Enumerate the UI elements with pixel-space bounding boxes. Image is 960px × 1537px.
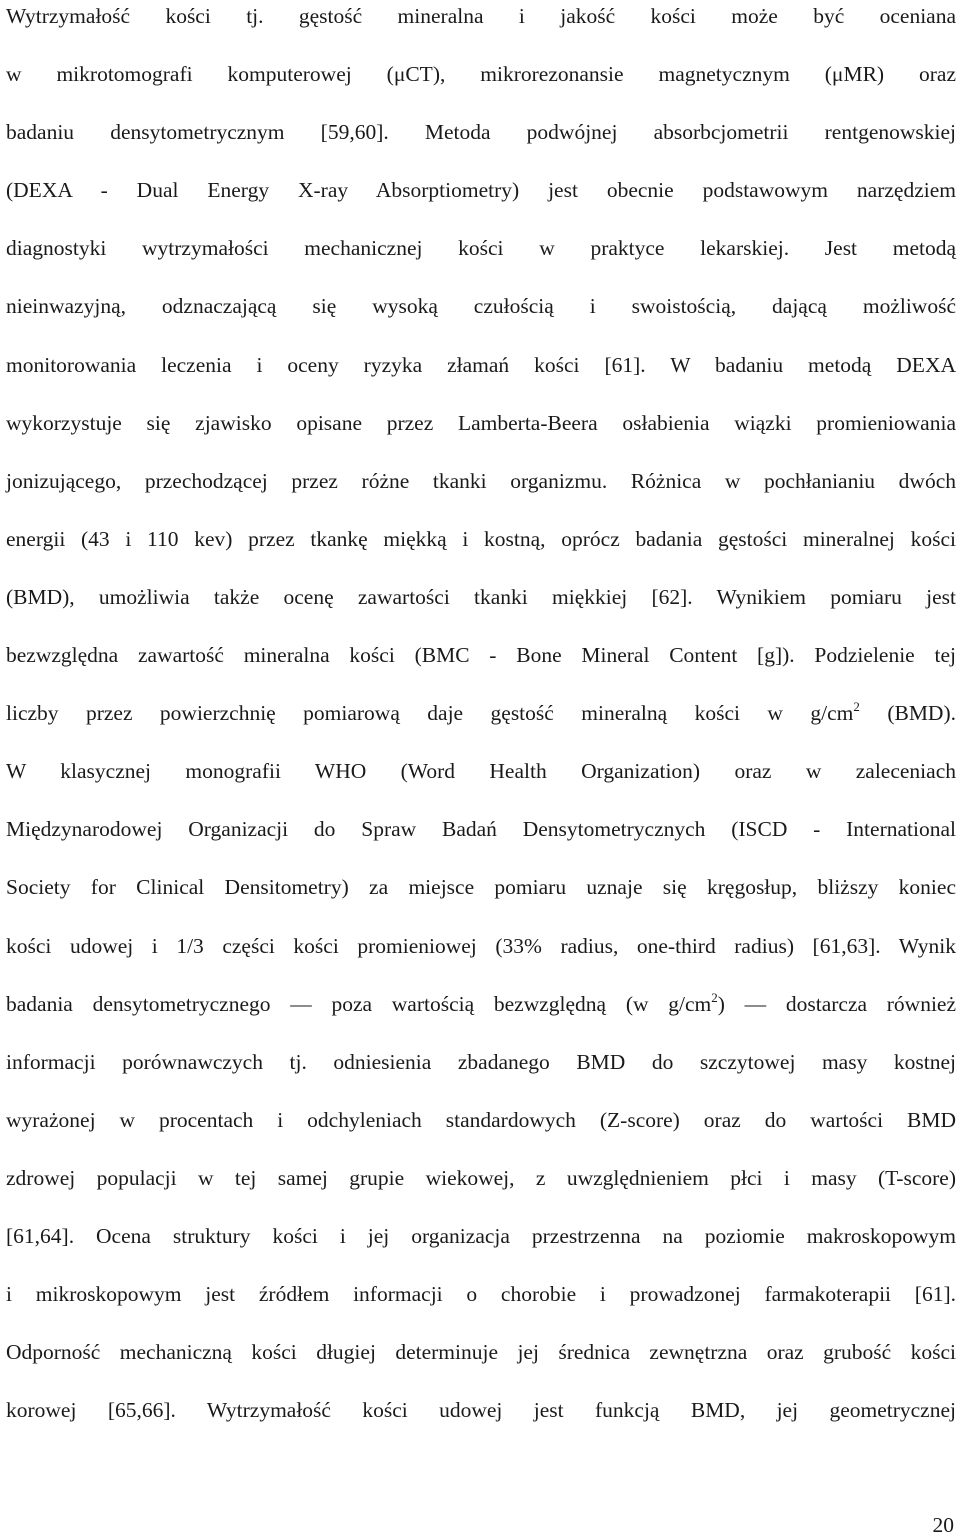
text-line: jonizującego, przechodzącej przez różne tkanki organizmu. Różnica w pochłanianiu dwóch: [6, 468, 956, 493]
text-segment: liczby przez powierzchnię pomiarową daje gęstość mineralną kości w g/cm: [6, 701, 854, 726]
text-line: i mikroskopowym jest źródłem informacji o chorobie i prowadzonej farmakoterapii [61].: [6, 1282, 956, 1307]
text-line: diagnostyki wytrzymałości mechanicznej kości w praktyce lekarskiej. Jest metodą: [6, 236, 956, 261]
text-line: korowej [65,66]. Wytrzymałość kości udowej jest funkcją BMD, jej geometrycznej: [6, 1398, 956, 1423]
text-line: Society for Clinical Densitometry) za miejsce pomiaru uznaje się kręgosłup, bliższy koniec: [6, 875, 956, 900]
text-segment: badania densytometrycznego — poza wartością bezwzględną (w g/cm: [6, 991, 712, 1016]
text-line: [61,64]. Ocena struktury kości i jej organizacja przestrzenna na poziomie makroskopowym: [6, 1223, 956, 1248]
text-line: badaniu densytometrycznym [59,60]. Metoda podwójnej absorbcjometrii rentgenowskiej: [6, 120, 956, 145]
text-line: Międzynarodowej Organizacji do Spraw Badań Densytometrycznych (ISCD - International: [6, 817, 956, 842]
text-line: w mikrotomografi komputerowej (μCT), mikrorezonansie magnetycznym (μMR) oraz: [6, 62, 956, 87]
text-line: kości udowej i 1/3 części kości promieniowej (33% radius, one-third radius) [61,63]. Wynik: [6, 933, 956, 958]
body-paragraph: [6, 0, 956, 1455]
superscript: 2: [711, 989, 718, 1005]
text-segment: (BMD).: [859, 701, 956, 726]
text-line: Odporność mechaniczną kości długiej determinuje jej średnica zewnętrzna oraz grubość kości: [6, 1340, 956, 1365]
text-line: zdrowej populacji w tej samej grupie wiekowej, z uwzględnieniem płci i masy (T-score): [6, 1165, 956, 1190]
text-segment: ) — dostarcza również: [717, 991, 956, 1016]
text-line: wyrażonej w procentach i odchyleniach standardowych (Z-score) oraz do wartości BMD: [6, 1107, 956, 1132]
text-line: nieinwazyjną, odznaczającą się wysoką czułością i swoistością, dającą możliwość: [6, 294, 956, 319]
text-line: monitorowania leczenia i oceny ryzyka złamań kości [61]. W badaniu metodą DEXA: [6, 352, 956, 377]
text-line: informacji porównawczych tj. odniesienia zbadanego BMD do szczytowej masy kostnej: [6, 1049, 956, 1074]
text-line-with-superscript: [6, 991, 956, 1049]
text-line: energii (43 i 110 kev) przez tkankę miękką i kostną, oprócz badania gęstości mineralnej kości: [6, 526, 956, 551]
page-number: 20: [932, 1513, 954, 1537]
text-line-with-superscript: [6, 700, 956, 758]
text-line: Wytrzymałość kości tj. gęstość mineralna i jakość kości może być oceniana: [6, 4, 956, 28]
text-line: bezwzględna zawartość mineralna kości (BMC - Bone Mineral Content [g]). Podzielenie tej: [6, 643, 956, 668]
superscript: 2: [853, 699, 860, 715]
text-line: W klasycznej monografii WHO (Word Health Organization) oraz w zaleceniach: [6, 759, 956, 784]
text-line: wykorzystuje się zjawisko opisane przez Lamberta-Beera osłabienia wiązki promieniowania: [6, 410, 956, 435]
text-line: (BMD), umożliwia także ocenę zawartości tkanki miękkiej [62]. Wynikiem pomiaru jest: [6, 584, 956, 609]
text-line: (DEXA - Dual Energy X-ray Absorptiometry) jest obecnie podstawowym narzędziem: [6, 178, 956, 203]
